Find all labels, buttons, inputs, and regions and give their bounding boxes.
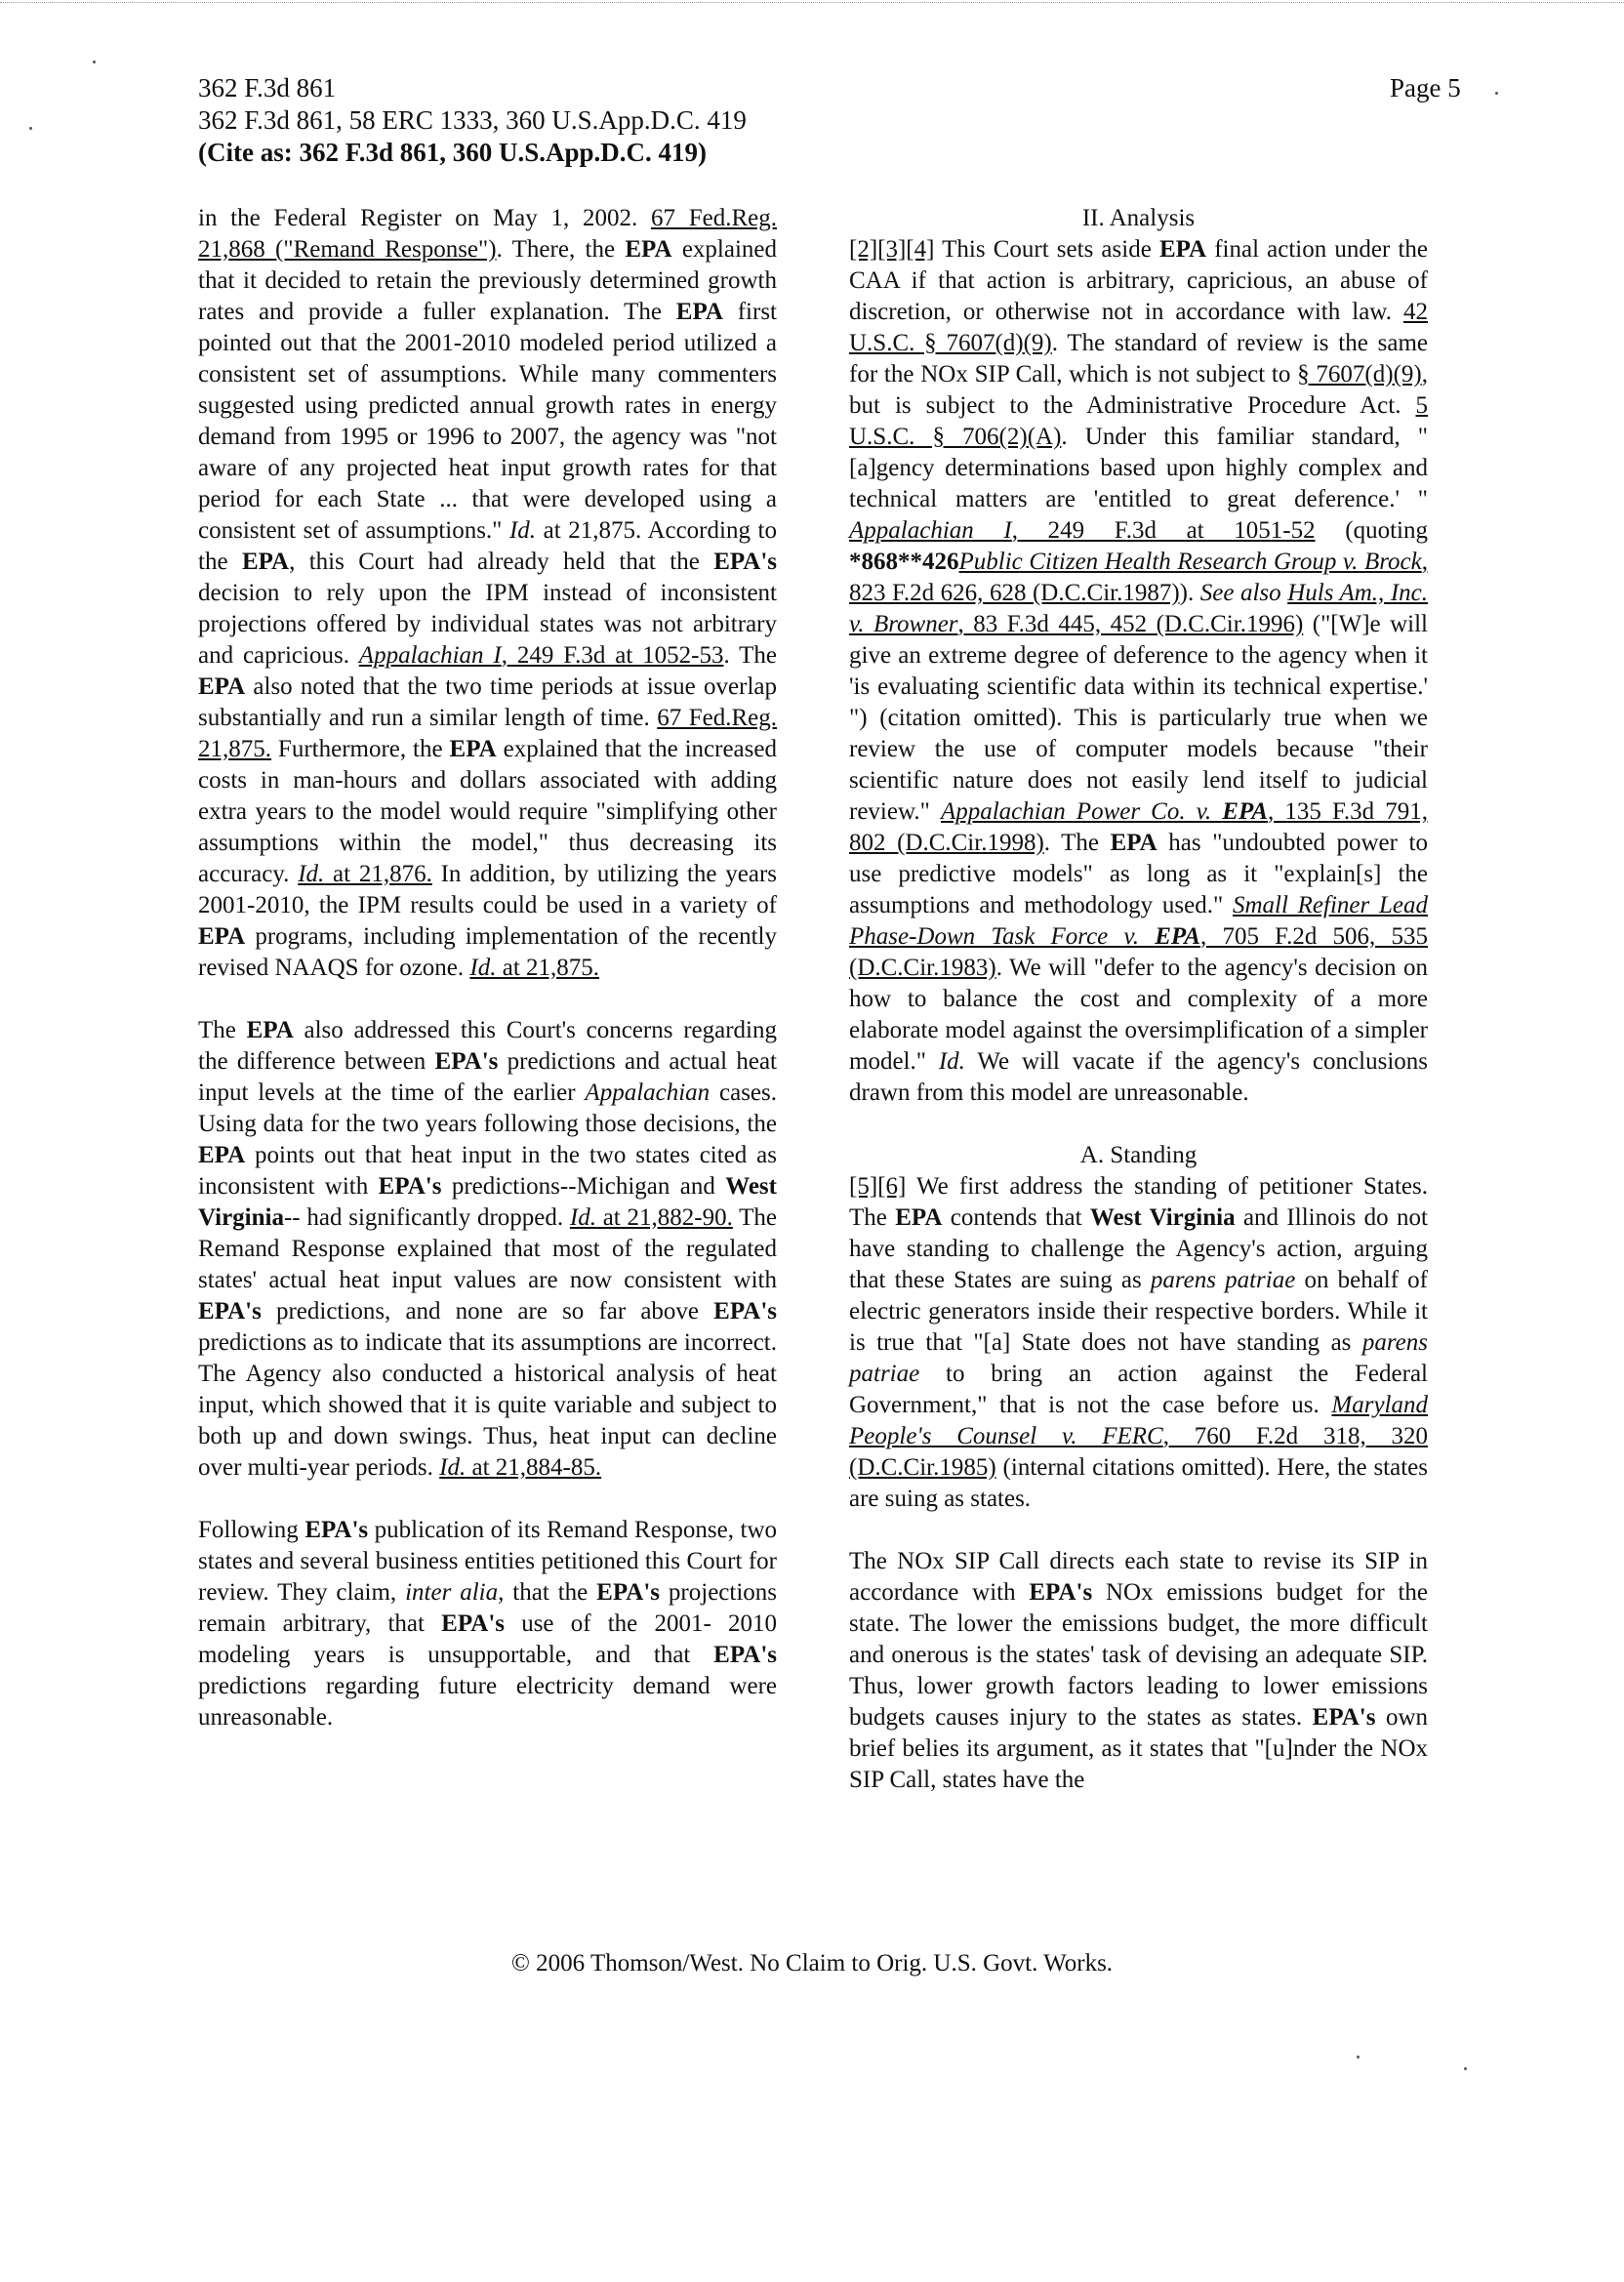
citation-link[interactable]: Id. at 21,882-90. <box>569 1204 733 1231</box>
paragraph-nox-sip-call: The NOx SIP Call directs each state to revise its SIP in accordance with EPA's NOx emissions budget for the state. The lower the emissions budget, the more difficult and onerous is the states' task of devising an adequate SIP. Thus, lower growth factors leading to lower emissions budgets causes injury to the states as states. EPA's own brief belies its argument, as it states that "[u]nder the NOx SIP Call, states have the <box>849 1548 1428 1793</box>
citation-link[interactable]: Appalachian Power Co. v. EPA, 135 F.3d 791, 802 (D.C.Cir.1998) <box>849 798 1428 856</box>
citation-link[interactable]: Huls Am., Inc. v. Browner, 83 F.3d 445, 452 (D.C.Cir.1996) <box>849 580 1428 637</box>
parallel-citations: 362 F.3d 861, 58 ERC 1333, 360 U.S.App.D.C. 419 <box>198 105 747 135</box>
citation-link[interactable]: Maryland People's Counsel v. FERC, 760 F.2d 318, 320 (D.C.Cir.1985) <box>849 1392 1428 1481</box>
citation-link[interactable]: Public Citizen Health Research Group v. Brock, 823 F.2d 626, 628 (D.C.Cir.1987) <box>849 549 1428 606</box>
right-column <box>849 203 1428 1827</box>
citation-link[interactable]: Id. at 21,884-85. <box>439 1454 602 1481</box>
scan-top-rule <box>0 2 1624 3</box>
scan-speck <box>29 127 32 130</box>
page-number: Page 5 <box>1390 73 1461 102</box>
scan-speck <box>1357 2056 1360 2058</box>
scan-speck <box>1464 2067 1467 2070</box>
citation-link[interactable]: Id. at 21,875. <box>469 955 600 981</box>
scan-speck <box>93 61 96 63</box>
citation-link[interactable]: Appalachian I, 249 F.3d at 1051-52 <box>849 517 1316 544</box>
section-heading-standing: A. Standing <box>1079 1142 1198 1168</box>
paragraph-standard-of-review: [2][3][4] This Court sets aside EPA final action under the CAA if that action is arbitrary, capricious, an abuse of discretion, or otherwise not in accordance with law. 42 U.S.C. § 7607(d)(9). The standard of review is the same for the NOx SIP Call, which is not subject to § 7607(d)(9), but is subject to the Administrative Procedure Act. 5 U.S.C. § 706(2)(A). Under this familiar standard, "[a]gency determinations based upon highly complex and technical matters are 'entitled to great deference.' " Appalachian I, 249 F.3d at 1051-52 (quoting *868**426Public Citizen Health Research Group v. Brock, 823 F.2d 626, 628 (D.C.Cir.1987)). See also Huls Am., Inc. v. Browner, 83 F.3d 445, 452 (D.C.Cir.1996) ("[W]e will give an extreme degree of deference to the agency when it 'is evaluating scientific data within its technical expertise.' ") (citation omitted). This is particularly true when we review the use of computer models because "their scientific nature does not easily lend itself to judicial review." Appalachian Power Co. v. EPA, 135 F.3d 791, 802 (D.C.Cir.1998). The EPA has "undoubted power to use predictive models" as long as it "explain[s] the assumptions and methodology used." Small Refiner Lead Phase-Down Task Force v. EPA, 705 F.2d 506, 535 (D.C.Cir.1983). We will "defer to the agency's decision on how to balance the cost and complexity of a more elaborate model against the oversimplification of a simpler model." Id. We will vacate if the agency's conclusions drawn from this model are unreasonable. <box>849 236 1429 1106</box>
scan-speck <box>1495 92 1498 95</box>
paragraph-remand-response: in the Federal Register on May 1, 2002. 67 Fed.Reg. 21,868 ("Remand Response"). There, the EPA explained that it decided to retain the previously determined growth rates and provide a fuller explanation. The EPA first pointed out that the 2001-2010 modeled period utilized a consistent set of assumptions. While many commenters suggested using predicted annual growth rates in energy demand from 1995 or 1996 to 2007, the agency was "not aware of any projected heat input growth rates for that period for each State ... that were developed using a consistent set of assumptions." Id. at 21,875. According to the EPA, this Court had already held that the EPA's decision to rely upon the IPM instead of inconsistent projections offered by individual states was not arbitrary and capricious. Appalachian I, 249 F.3d at 1052-53. The EPA also noted that the two time periods at issue overlap substantially and run a similar length of time. 67 Fed.Reg. 21,875. Furthermore, the EPA explained that the increased costs in man-hours and dollars associated with adding extra years to the model would require "simplifying other assumptions within the model," thus decreasing its accuracy. Id. at 21,876. In addition, by utilizing the years 2001-2010, the IPM results could be used in a variety of EPA programs, including implementation of the recently revised NAAQS for ozone. Id. at 21,875. <box>198 205 778 981</box>
citation-link[interactable]: Id. at 21,876. <box>298 861 432 887</box>
headnote-link[interactable]: [2][3][4] <box>849 236 935 263</box>
section-heading-analysis: II. Analysis <box>1081 205 1196 231</box>
left-column <box>198 203 777 1765</box>
citation-link[interactable]: Appalachian I, 249 F.3d at 1052-53 <box>358 642 724 669</box>
paragraph-petition: Following EPA's publication of its Remand Response, two states and several business entities petitioned this Court for review. They claim, inter alia, that the EPA's projections remain arbitrary, that EPA's use of the 2001- 2010 modeling years is unsupportable, and that EPA's predictions regarding future electricity demand were unreasonable. <box>198 1517 778 1731</box>
citation-link[interactable]: 5 U.S.C. § 706(2)(A) <box>849 392 1428 450</box>
citation-link[interactable]: 67 Fed.Reg. 21,868 ("Remand Response") <box>198 205 777 263</box>
copyright-footer: © 2006 Thomson/West. No Claim to Orig. U.S. Govt. Works. <box>510 1950 1114 1976</box>
headnote-link[interactable]: [5][6] <box>849 1173 907 1200</box>
paragraph-heat-input: The EPA also addressed this Court's concerns regarding the difference between EPA's predictions and actual heat input levels at the time of the earlier Appalachian cases. Using data for the two years following those decisions, the EPA points out that heat input in the two states cited as inconsistent with EPA's predictions--Michigan and West Virginia-- had significantly dropped. Id. at 21,882-90. The Remand Response explained that most of the regulated states' actual heat input values are now consistent with EPA's predictions, and none are so far above EPA's predictions as to indicate that its assumptions are incorrect. The Agency also conducted a historical analysis of heat input, which showed that it is quite variable and subject to both up and down swings. Thus, heat input can decline over multi-year periods. Id. at 21,884-85. <box>198 1017 778 1481</box>
citation-link[interactable]: § 7607(d)(9) <box>1297 361 1422 387</box>
citation-link[interactable]: 67 Fed.Reg. 21,875. <box>198 705 777 762</box>
document-header <box>198 72 747 169</box>
paragraph-standing: [5][6] We first address the standing of petitioner States. The EPA contends that West Virginia and Illinois do not have standing to challenge the Agency's action, arguing that these States are suing as parens patriae on behalf of electric generators inside their respective borders. While it is true that "[a] State does not have standing as parens patriae to bring an action against the Federal Government," that is not the case before us. Maryland People's Counsel v. FERC, 760 F.2d 318, 320 (D.C.Cir.1985) (internal citations omitted). Here, the states are suing as states. <box>849 1173 1429 1512</box>
citation-link[interactable]: 42 U.S.C. § 7607(d)(9) <box>849 299 1428 356</box>
cite-as-line: (Cite as: 362 F.3d 861, 360 U.S.App.D.C. 419) <box>198 138 708 167</box>
reporter-citation: 362 F.3d 861 <box>198 73 337 102</box>
citation-link[interactable]: Small Refiner Lead Phase-Down Task Force v. EPA, 705 F.2d 506, 535 (D.C.Cir.1983) <box>849 892 1429 981</box>
star-paging: *868**426 <box>849 549 959 575</box>
